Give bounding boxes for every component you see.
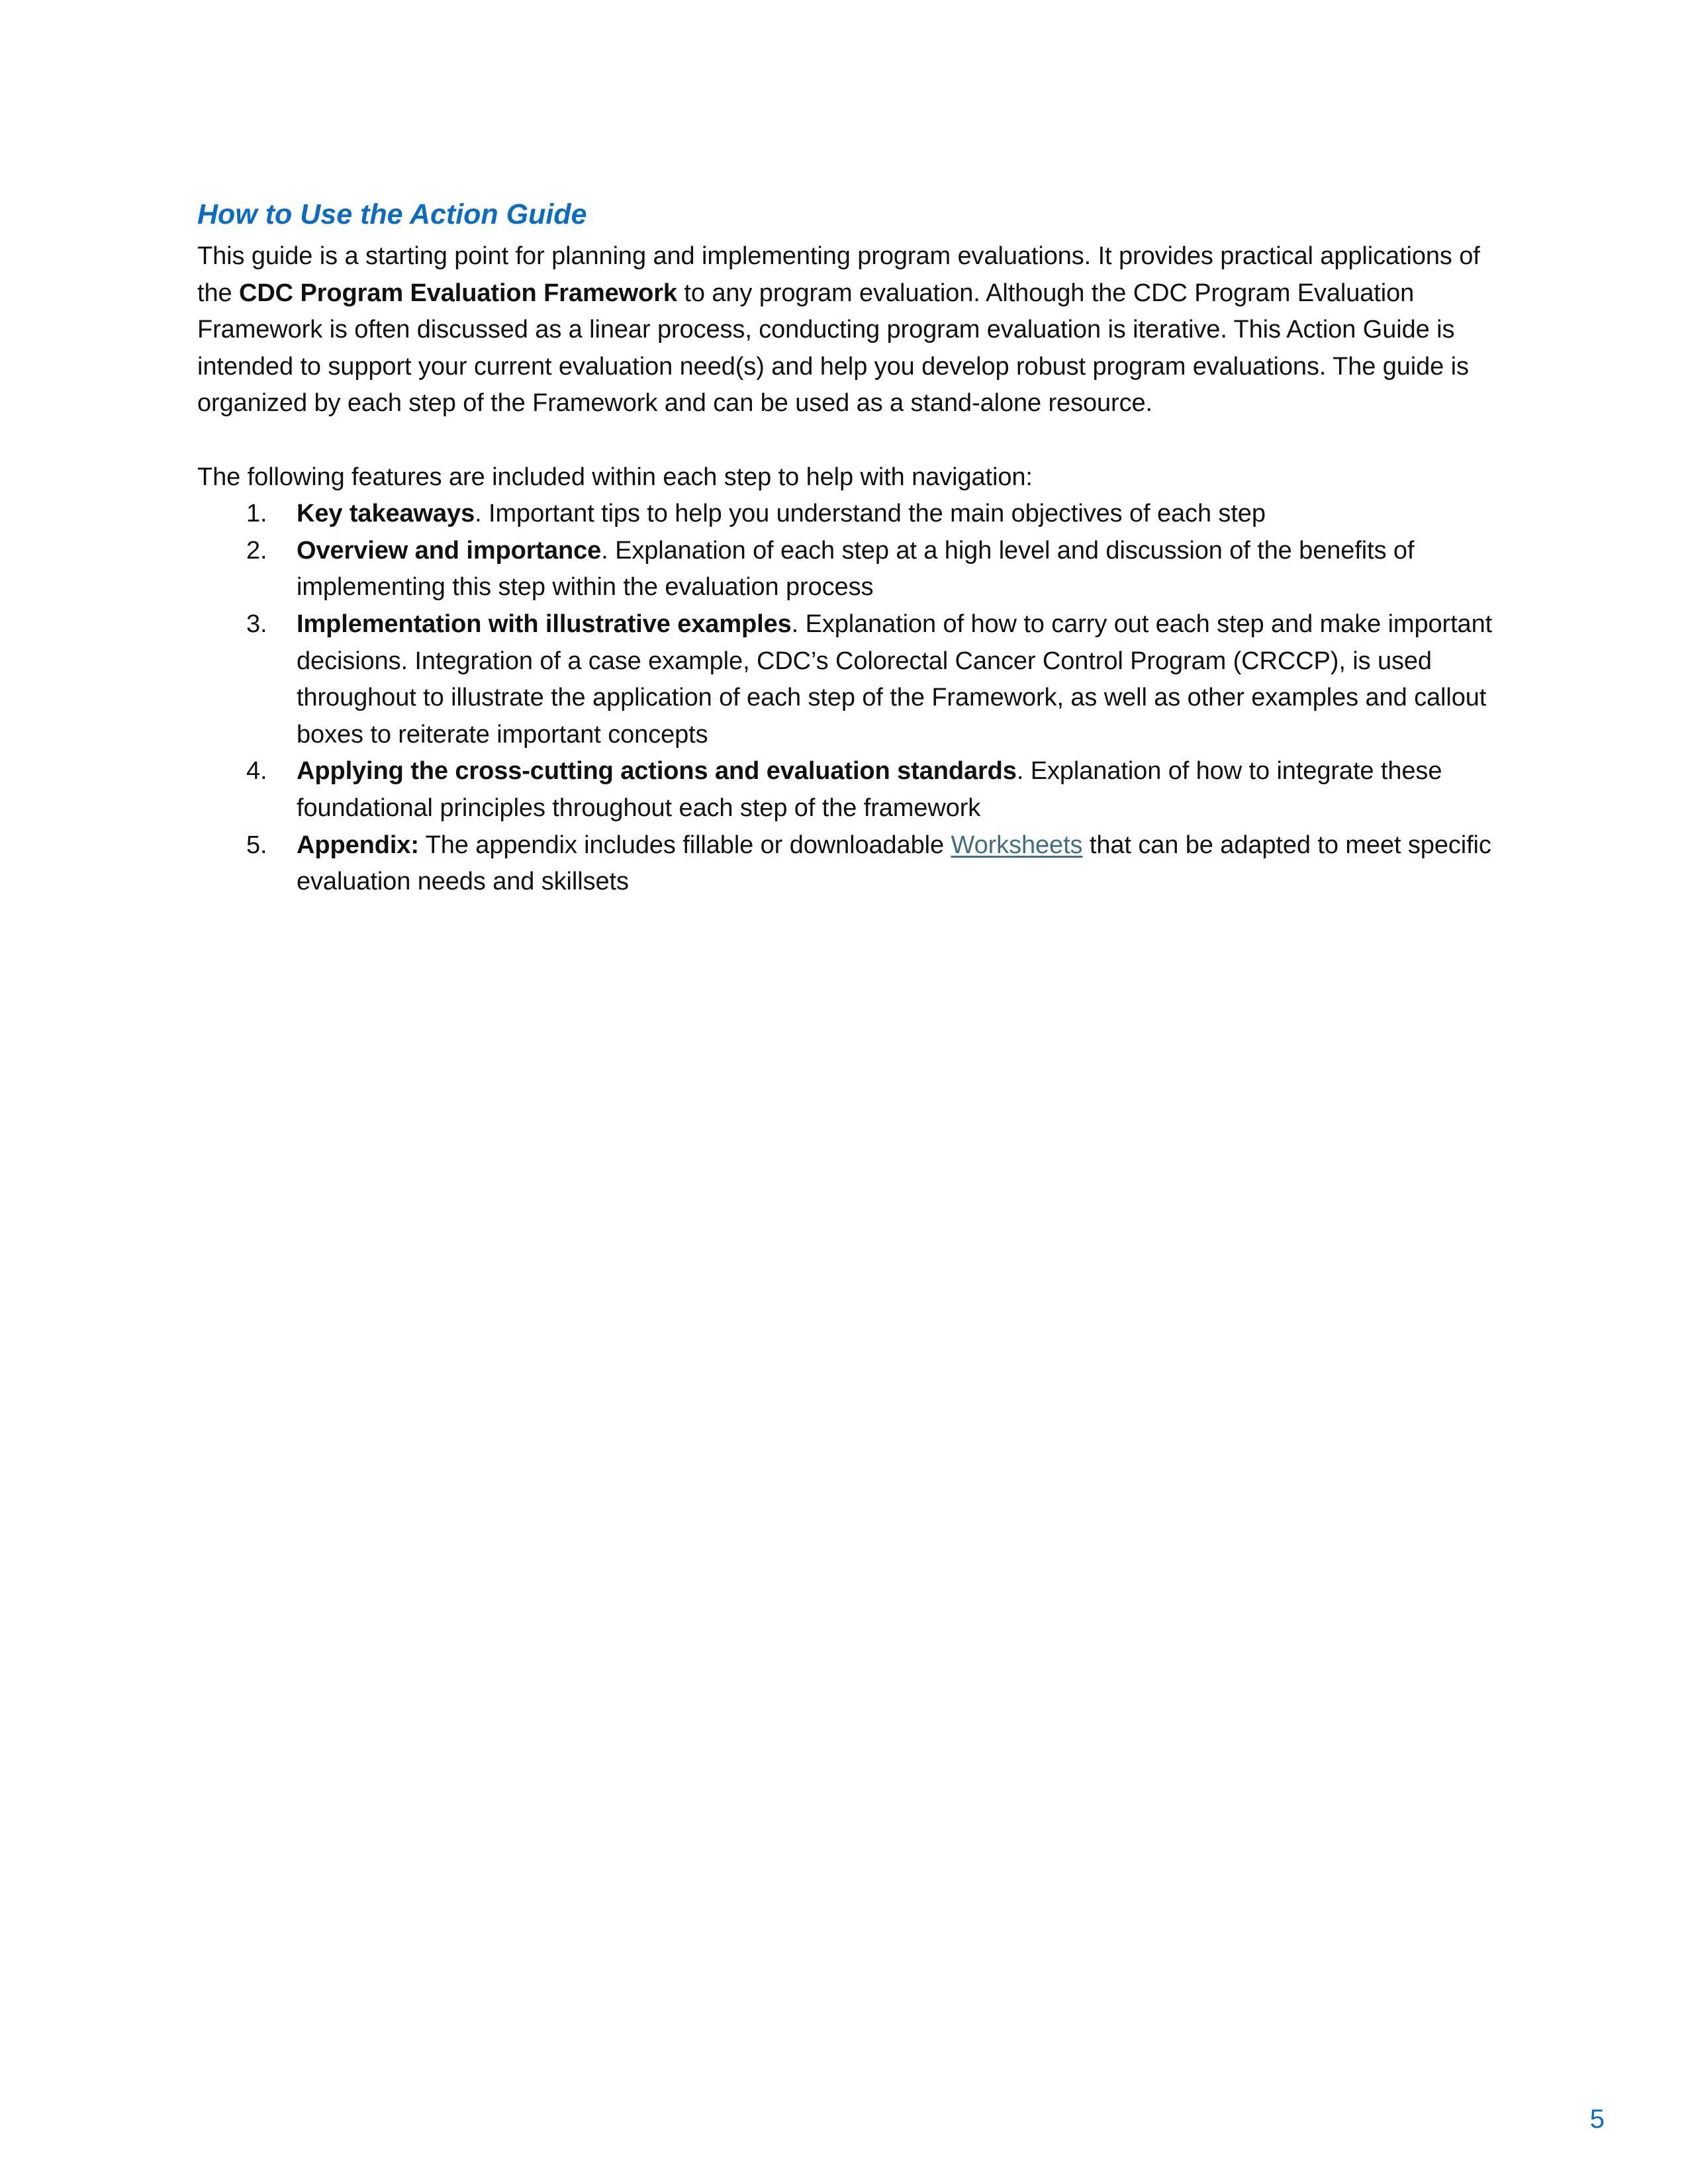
feature-description-before-link: The appendix includes fillable or downloadable bbox=[418, 831, 951, 859]
list-item bbox=[197, 827, 1495, 901]
intro-text-part2: to any program evaluation. Although the CDC Program Evaluation Framework is often discussed as a linear process, conducting program evaluation is iterative. This Action Guide is intended to support your current evaluation need(s) and help you develop robust program evaluations. The guide is organized by each step of the Framework and can be used as a stand-alone resource. bbox=[197, 279, 1469, 418]
list-number: 3. bbox=[246, 610, 267, 638]
list-number: 2. bbox=[246, 536, 267, 565]
features-list bbox=[197, 496, 1495, 901]
feature-title: Overview and importance bbox=[297, 536, 602, 565]
section-heading: How to Use the Action Guide bbox=[197, 199, 587, 230]
list-number: 1. bbox=[246, 500, 267, 528]
features-intro: The following features are included within each step to help with navigation: bbox=[197, 463, 1033, 491]
list-number: 5. bbox=[246, 831, 267, 859]
list-item bbox=[197, 496, 1495, 533]
feature-title: Key takeaways bbox=[297, 500, 475, 528]
list-item bbox=[197, 533, 1495, 606]
feature-description-after-link: that can be adapted to meet specific evaluation needs and skillsets bbox=[297, 831, 1491, 896]
paragraph-spacer bbox=[197, 422, 1495, 459]
list-item bbox=[197, 606, 1495, 753]
feature-description: . Explanation of how to integrate these foundational principles throughout each step of the framework bbox=[297, 757, 1442, 822]
framework-name: CDC Program Evaluation Framework bbox=[238, 279, 677, 307]
feature-description: . Explanation of how to carry out each step and make important decisions. Integration of a case example, CDC’s Colorectal Cancer Control Program (CRCCP), is used throughout to illustrate the application of each step of the Framework, as well as other examples and callout boxes to reiterate important concepts bbox=[297, 610, 1493, 749]
feature-title: Applying the cross-cutting actions and evaluation standards bbox=[297, 757, 1017, 786]
feature-title: Implementation with illustrative examples bbox=[297, 610, 792, 638]
page-content bbox=[197, 196, 1495, 901]
list-item bbox=[197, 753, 1495, 827]
feature-description: . Explanation of each step at a high level and discussion of the benefits of implementing this step within the evaluation process bbox=[297, 536, 1415, 602]
feature-description: . Important tips to help you understand the main objectives of each step bbox=[475, 500, 1266, 528]
worksheets-link[interactable]: Worksheets bbox=[951, 831, 1083, 859]
intro-paragraph bbox=[197, 238, 1495, 422]
page-number: 5 bbox=[1589, 2105, 1605, 2134]
intro-text-part1: This guide is a starting point for planning and implementing program evaluations. It provides practical applications of the bbox=[197, 242, 1480, 307]
feature-title: Appendix: bbox=[297, 831, 419, 859]
list-number: 4. bbox=[246, 757, 267, 786]
